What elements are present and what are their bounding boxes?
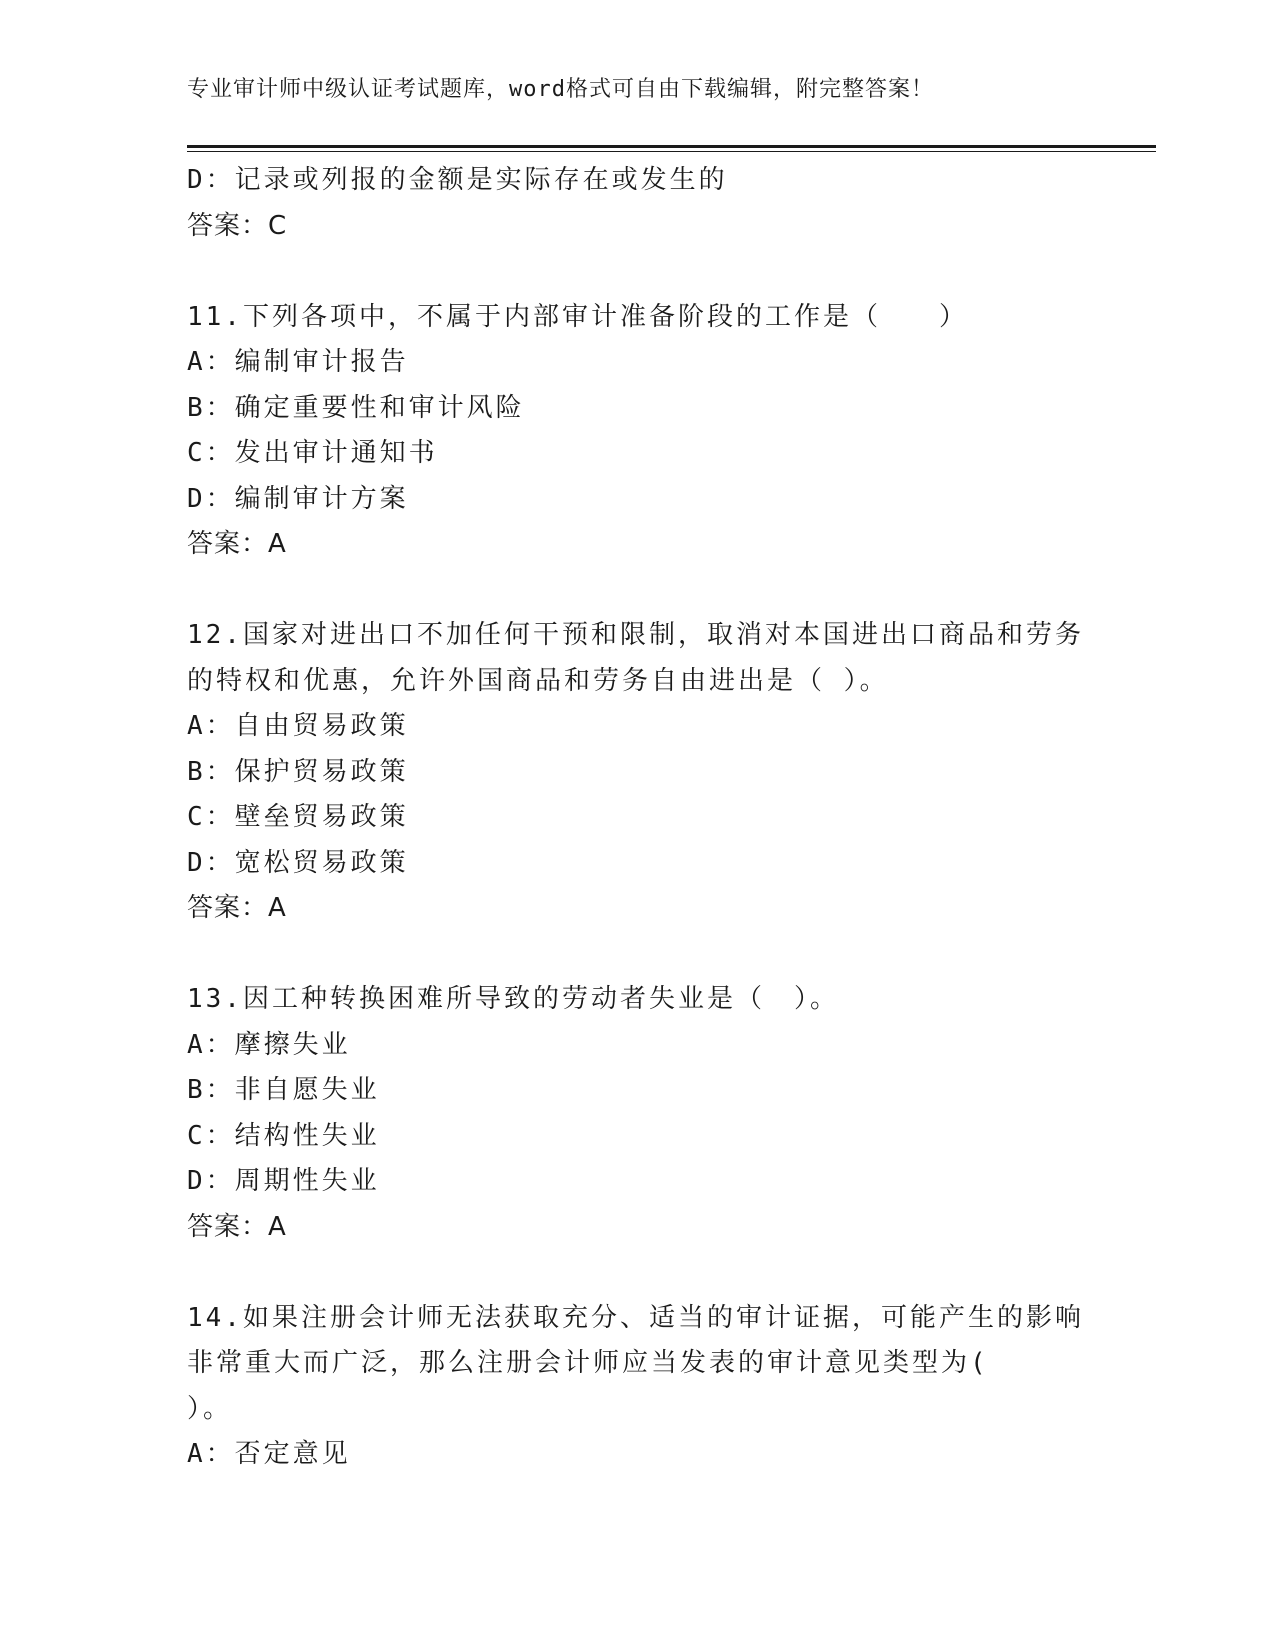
page-header: 专业审计师中级认证考试题库，word格式可自由下载编辑，附完整答案！ xyxy=(187,77,934,102)
q12-option-b: B：保护贸易政策 xyxy=(187,756,409,787)
q12-stem-line-1: 12.国家对进出口不加任何干预和限制，取消对本国进出口商品和劳务 xyxy=(187,620,1084,650)
q11-option-d: D：编制审计方案 xyxy=(187,483,409,514)
spacer xyxy=(187,568,1087,614)
q14-stem-line-3: ）。 xyxy=(187,1393,233,1424)
q11-option-a: A：编制审计报告 xyxy=(187,347,409,377)
q12-answer: 答案：A xyxy=(187,893,287,923)
q13-option-d: D：周期性失业 xyxy=(187,1166,380,1196)
q12-option-a: A：自由贸易政策 xyxy=(187,711,409,741)
q14-stem-line-2: 非常重大而广泛，那么注册会计师应当发表的审计意见类型为( xyxy=(187,1348,989,1378)
q14-option-a: A：否定意见 xyxy=(187,1439,351,1469)
spacer xyxy=(187,1250,1087,1296)
q12-option-d: D：宽松贸易政策 xyxy=(187,847,409,878)
spacer xyxy=(187,249,1087,295)
header-rule-thin xyxy=(187,151,1156,152)
q13-answer: 答案：A xyxy=(187,1211,287,1242)
document-body xyxy=(187,158,1087,1478)
q11-option-b: B：确定重要性和审计风险 xyxy=(187,392,525,423)
q13-option-c: C：结构性失业 xyxy=(187,1120,380,1151)
q11-option-c: C：发出审计通知书 xyxy=(187,438,438,468)
q13-option-b: B：非自愿失业 xyxy=(187,1075,380,1105)
header-rule-thick xyxy=(187,145,1156,148)
q11-answer: 答案：A xyxy=(187,529,287,559)
prev-option-d: D：记录或列报的金额是实际存在或发生的 xyxy=(187,165,728,195)
spacer xyxy=(187,932,1087,978)
q13-option-a: A：摩擦失业 xyxy=(187,1029,351,1060)
q11-stem: 11.下列各项中，不属于内部审计准备阶段的工作是（ ） xyxy=(187,301,968,332)
q12-stem-line-2: 的特权和优惠，允许外国商品和劳务自由进出是（ ）。 xyxy=(187,665,889,696)
q13-stem: 13.因工种转换困难所导致的劳动者失业是（ ）。 xyxy=(187,984,839,1014)
q12-option-c: C：壁垒贸易政策 xyxy=(187,802,409,832)
q14-stem-line-1: 14.如果注册会计师无法获取充分、适当的审计证据，可能产生的影响 xyxy=(187,1302,1084,1333)
prev-answer: 答案：C xyxy=(187,210,288,241)
